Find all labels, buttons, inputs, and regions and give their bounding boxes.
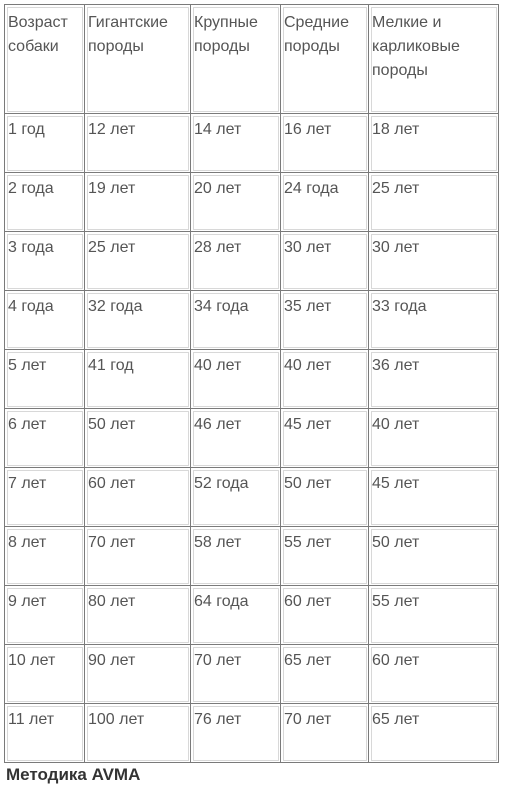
table-row xyxy=(5,586,499,645)
table-row xyxy=(5,114,499,173)
table-cell: 46 лет xyxy=(191,409,281,468)
table-cell: 9 лет xyxy=(5,586,85,645)
table-cell: 18 лет xyxy=(369,114,499,173)
table-cell: 24 года xyxy=(281,173,369,232)
table-cell: 19 лет xyxy=(85,173,191,232)
table-cell: 30 лет xyxy=(281,232,369,291)
table-cell: 8 лет xyxy=(5,527,85,586)
header-giant-breeds: Гигантские породы xyxy=(85,5,191,114)
header-medium-breeds: Средние породы xyxy=(281,5,369,114)
table-cell: 65 лет xyxy=(281,645,369,704)
table-cell: 11 лет xyxy=(5,704,85,763)
table-cell: 40 лет xyxy=(281,350,369,409)
table-cell: 40 лет xyxy=(369,409,499,468)
table-row xyxy=(5,704,499,763)
header-small-breeds: Мелкие и карликовые породы xyxy=(369,5,499,114)
table-cell: 25 лет xyxy=(369,173,499,232)
table-cell: 25 лет xyxy=(85,232,191,291)
table-row xyxy=(5,350,499,409)
table-row xyxy=(5,409,499,468)
table-cell: 1 год xyxy=(5,114,85,173)
table-cell: 20 лет xyxy=(191,173,281,232)
table-cell: 12 лет xyxy=(85,114,191,173)
dog-age-table-container xyxy=(4,4,499,763)
table-cell: 64 года xyxy=(191,586,281,645)
table-cell: 60 лет xyxy=(85,468,191,527)
table-cell: 14 лет xyxy=(191,114,281,173)
dog-age-table xyxy=(4,4,499,763)
table-cell: 4 года xyxy=(5,291,85,350)
table-cell: 35 лет xyxy=(281,291,369,350)
table-cell: 70 лет xyxy=(281,704,369,763)
table-cell: 2 года xyxy=(5,173,85,232)
table-cell: 60 лет xyxy=(369,645,499,704)
table-cell: 16 лет xyxy=(281,114,369,173)
table-cell: 32 года xyxy=(85,291,191,350)
table-cell: 76 лет xyxy=(191,704,281,763)
table-cell: 10 лет xyxy=(5,645,85,704)
table-cell: 30 лет xyxy=(369,232,499,291)
table-cell: 55 лет xyxy=(281,527,369,586)
table-cell: 70 лет xyxy=(191,645,281,704)
table-cell: 90 лет xyxy=(85,645,191,704)
table-cell: 65 лет xyxy=(369,704,499,763)
table-header-row xyxy=(5,5,499,114)
table-cell: 34 года xyxy=(191,291,281,350)
table-cell: 5 лет xyxy=(5,350,85,409)
table-cell: 50 лет xyxy=(369,527,499,586)
table-cell: 55 лет xyxy=(369,586,499,645)
table-cell: 80 лет xyxy=(85,586,191,645)
table-cell: 36 лет xyxy=(369,350,499,409)
table-cell: 50 лет xyxy=(281,468,369,527)
table-row xyxy=(5,468,499,527)
table-cell: 45 лет xyxy=(281,409,369,468)
table-row xyxy=(5,291,499,350)
table-cell: 60 лет xyxy=(281,586,369,645)
method-caption: Методика AVMA xyxy=(6,765,141,784)
table-cell: 70 лет xyxy=(85,527,191,586)
header-dog-age: Возраст собаки xyxy=(5,5,85,114)
table-cell: 3 года xyxy=(5,232,85,291)
table-cell: 41 год xyxy=(85,350,191,409)
table-row xyxy=(5,173,499,232)
table-cell: 33 года xyxy=(369,291,499,350)
table-cell: 7 лет xyxy=(5,468,85,527)
table-row xyxy=(5,645,499,704)
table-row xyxy=(5,232,499,291)
table-cell: 58 лет xyxy=(191,527,281,586)
table-row xyxy=(5,527,499,586)
table-cell: 40 лет xyxy=(191,350,281,409)
table-cell: 6 лет xyxy=(5,409,85,468)
table-cell: 52 года xyxy=(191,468,281,527)
table-cell: 45 лет xyxy=(369,468,499,527)
header-large-breeds: Крупные породы xyxy=(191,5,281,114)
table-cell: 50 лет xyxy=(85,409,191,468)
table-cell: 28 лет xyxy=(191,232,281,291)
table-cell: 100 лет xyxy=(85,704,191,763)
